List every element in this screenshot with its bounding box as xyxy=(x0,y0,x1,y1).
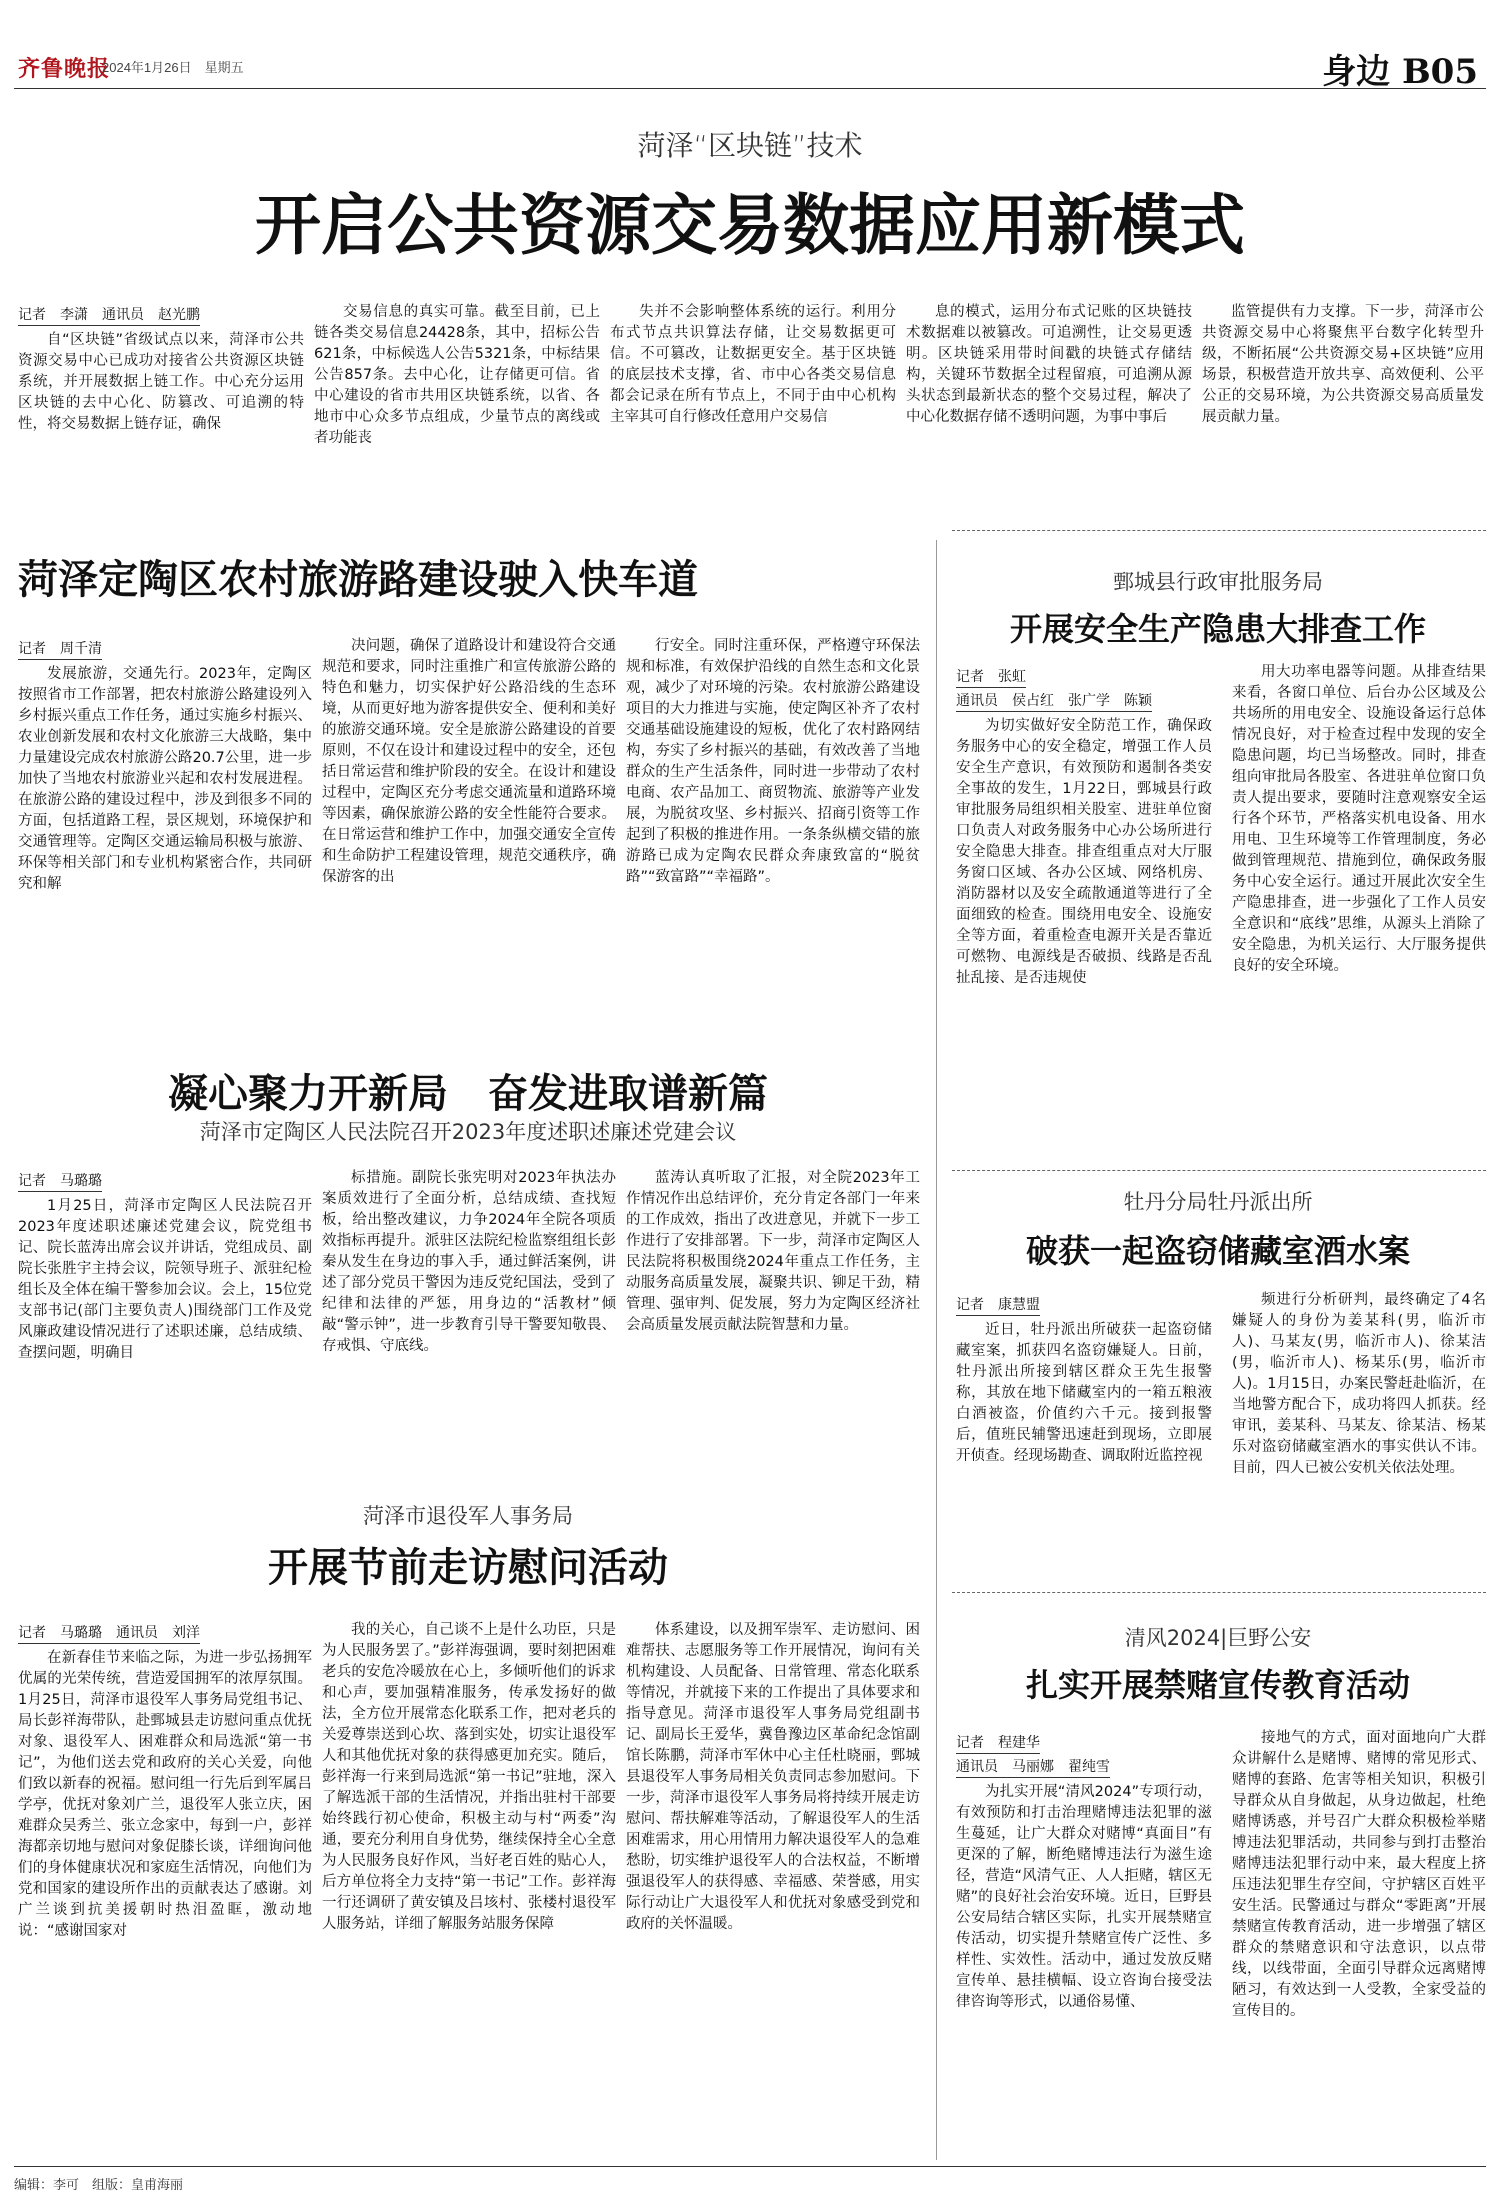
separator xyxy=(952,530,1486,531)
b3-byline-2: 通讯员 马丽娜 翟纯雪 xyxy=(956,1756,1110,1778)
b3-headline: 扎实开展禁赌宣传教育活动 xyxy=(1025,1666,1410,1704)
a1-col-5: 监管提供有力支撑。下一步，菏泽市公共资源交易中心将聚焦平台数字化转型升级，不断拓展“公共资源交易+区块链”应用场景，积极营造开放共享、高效便利、公平公正的交易环境，为公共资源交易高质量发展贡献力量。 xyxy=(1202,304,1484,425)
b2-byline: 记者 康慧盟 xyxy=(956,1294,1040,1316)
b3-col-2: 接地气的方式，面对面地向广大群众讲解什么是赌博、赌博的常见形式、赌博的套路、危害等相关知识，积极引导群众从自身做起，从身边做起，杜绝赌博诱惑，并号召广大群众积极检举赌博违法犯罪活动，共同参与到打击整治赌博违法犯罪行动中来，最大程度上挤压违法犯罪生存空间，守护辖区百姓平安生活。民警通过与群众“零距离”开展禁赌宣传教育活动，进一步增强了辖区群众的禁赌意识和守法意识，以点带线，以线带面，全面引导群众远离赌博陋习，有效达到一人受教，全家受益的宣传目的。 xyxy=(1232,1730,1486,2019)
b1-headline: 开展安全生产隐患大排查工作 xyxy=(1009,610,1426,648)
a4-byline: 记者 马璐璐 通讯员 刘洋 xyxy=(18,1622,200,1644)
a1-col-1: 自“区块链”省级试点以来，菏泽市公共资源交易中心已成功对接省公共资源区块链系统，并开展数据上链工作。中心充分运用区块链的去中心化、防篡改、可追溯的特性，将交易数据上链存证，确保 xyxy=(18,332,304,432)
b2-headline: 破获一起盗窃储藏室酒水案 xyxy=(1025,1232,1410,1270)
masthead-rule xyxy=(14,88,1486,89)
a2-col-3: 行安全。同时注重环保，严格遵守环保法规和标准，有效保护沿线的自然生态和文化景观，减少了对环境的污染。农村旅游公路建设项目的大力推进与实施，使定陶区补齐了农村交通基础设施建设的短板，优化了农村路网结构，夯实了乡村振兴的基础，有效改善了当地群众的生产生活条件，同时进一步带动了农村电商、农产品加工、商贸物流、旅游等产业发展，为脱贫攻坚、乡村振兴、招商引资等工作起到了积极的推进作用。一条条纵横交错的旅游路已成为定陶农民群众奔康致富的“脱贫路”“致富路”“幸福路”。 xyxy=(626,638,920,885)
a4-col-1: 在新春佳节来临之际，为进一步弘扬拥军优属的光荣传统，营造爱国拥军的浓厚氛围。1月25日，菏泽市退役军人事务局党组书记、局长彭祥海带队，赴鄄城县走访慰问重点优抚对象、退役军人、困难群众和局选派“第一书记”，为他们送去党和政府的关心关爱，向他们致以新春的祝福。慰问组一行先后到军属吕学亭，优抚对象刘广兰，退役军人张立庆，困难群众吴秀兰、张立念家中，每到一户，彭祥海都亲切地与慰问对象促膝长谈，详细询问他们的身体健康状况和家庭生活情况，向他们为党和国家的建设所作出的贡献表达了感谢。刘广兰谈到抗美援朝时热泪盈眶，激动地说：“感谢国家对 xyxy=(18,1650,312,1939)
footer-rule xyxy=(14,2166,1486,2167)
b1-kicker: 鄄城县行政审批服务局 xyxy=(1113,570,1323,594)
a1-col-4: 息的模式，运用分布式记账的区块链技术数据难以被篡改。可追溯性，让交易更透明。区块链采用带时间戳的块链式存储结构，关键环节数据全过程留痕，可追溯从源头状态到最新状态的整个交易过程，解决了中心化数据存储不透明问题，为事中事后 xyxy=(906,304,1192,425)
a4-headline: 开展节前走访慰问活动 xyxy=(268,1544,668,1591)
b1-col-1: 为切实做好安全防范工作，确保政务服务中心的安全稳定，增强工作人员安全生产意识，有效预防和遏制各类安全事故的发生，1月22日，鄄城县行政审批服务局组织相关股室、进驻单位窗口负责人对政务服务中心办公场所进行安全隐患大排查。排查组重点对大厅服务窗口区域、各办公区域、网络机房、消防器材以及安全疏散通道等进行了全面细致的检查。围绕用电安全、设施安全等方面，着重检查电源开关是否靠近可燃物、电源线是否破损、线路是否乱扯乱接、是否违规使 xyxy=(956,718,1212,986)
a2-col-1: 发展旅游，交通先行。2023年，定陶区按照省市工作部署，把农村旅游公路建设列入乡村振兴重点工作任务，通过实施乡村振兴、农业创新发展和农村文化旅游三大战略，集中力量建设完成农村旅游公路20.7公里，进一步加快了当地农村旅游业兴起和农村发展进程。在旅游公路的建设过程中，涉及到很多不同的方面，包括道路工程，景区规划，环境保护和交通管理等。定陶区交通运输局积极与旅游、环保等相关部门和专业机构紧密合作，共同研究和解 xyxy=(18,666,312,892)
masthead-date: 2024年1月26日 星期五 xyxy=(102,60,244,75)
footer-credits: 编辑：李可 组版：皇甫海丽 xyxy=(14,2177,184,2192)
a3-subhead: 菏泽市定陶区人民法院召开2023年度述职述廉述党建会议 xyxy=(199,1120,737,1144)
b3-kicker: 清风2024|巨野公安 xyxy=(1124,1626,1312,1650)
b1-byline-2: 通讯员 侯占红 张广学 陈颖 xyxy=(956,690,1152,712)
b1-byline-1: 记者 张虹 xyxy=(956,666,1026,688)
a3-col-2: 标措施。副院长张宪明对2023年执法办案质效进行了全面分析，总结成绩、查找短板，给出整改建议，力争2024年全院各项质效指标再提升。派驻区法院纪检监察组组长彭秦从发生在身边的事入手，通过鲜活案例，讲述了部分党员干警因为违反党纪国法，受到了纪律和法律的严惩，用身边的“活教材”倾敲“警示钟”，进一步教育引导干警要知敬畏、存戒惧、守底线。 xyxy=(322,1170,616,1354)
b3-byline-1: 记者 程建华 xyxy=(956,1732,1040,1754)
a4-kicker: 菏泽市退役军人事务局 xyxy=(363,1504,573,1528)
a3-byline: 记者 马璐璐 xyxy=(18,1170,102,1192)
a3-col-3: 蓝涛认真听取了汇报，对全院2023年工作情况作出总结评价，充分肯定各部门一年来的工作成效，指出了改进意见，并就下一步工作进行了安排部署。下一步，菏泽市定陶区人民法院将积极围绕2024年重点工作任务，主动服务高质量发展，凝聚共识、铆足干劲，精管理、强审判、促发展，努力为定陶区经济社会高质量发展贡献法院智慧和力量。 xyxy=(626,1170,920,1333)
column-divider xyxy=(936,540,937,2160)
a1-col-3: 失并不会影响整体系统的运行。利用分布式节点共识算法存储，让交易数据更可信。不可篡改，让数据更安全。基于区块链的底层技术支撑，省、市中心各类交易信息都会记录在所有节点上，不同于由中心机构主宰其可自行修改任意用户交易信 xyxy=(610,304,896,425)
masthead-logo: 齐鲁晚报 xyxy=(18,56,111,82)
a2-headline: 菏泽定陶区农村旅游路建设驶入快车道 xyxy=(18,556,698,603)
separator xyxy=(952,1592,1486,1593)
a3-col-1: 1月25日，菏泽市定陶区人民法院召开2023年度述职述廉述党建会议，院党组书记、院长蓝涛出席会议并讲话，党组成员、副院长张胜宇主持会议，院领导班子、派驻纪检组长及全体在编干警参加会议。会上，15位党支部书记(部门主要负责人)围绕部门工作及党风廉政建设情况进行了述职述廉，总结成绩、查摆问题，明确目 xyxy=(18,1198,312,1361)
section-label: 身边 B05 xyxy=(1322,52,1478,92)
a1-kicker: 菏泽“区块链”技术 xyxy=(637,129,863,162)
a3-headline: 凝心聚力开新局 奋发进取谱新篇 xyxy=(168,1070,768,1117)
b3-col-1: 为扎实开展“清风2024”专项行动，有效预防和打击治理赌博违法犯罪的滋生蔓延，让广大群众对赌博“真面目”有更深的了解，断绝赌博违法行为滋生途径，营造“风清气正、人人拒赌，辖区无赌”的良好社会治安环境。近日，巨野县公安局结合辖区实际，扎实开展禁赌宣传活动，切实提升禁赌宣传广泛性、多样性、实效性。活动中，通过发放反赌宣传单、悬挂横幅、设立咨询台接受法律咨询等形式，以通俗易懂、 xyxy=(956,1784,1212,2010)
a1-col-2: 交易信息的真实可靠。截至目前，已上链各类交易信息24428条，其中，招标公告621条，中标候选人公告5321条，中标结果公告857条。去中心化，让存储更可信。省中心建设的省市共用区块链系统，以省、各地市中心众多节点组成，少量节点的离线或者功能丧 xyxy=(314,304,600,446)
separator xyxy=(952,1170,1486,1171)
b1-col-2: 用大功率电器等问题。从排查结果来看，各窗口单位、后台办公区域及公共场所的用电安全、设施设备运行总体情况良好，对于检查过程中发现的安全隐患问题，均已当场整改。同时，排查组向审批局各股室、各进驻单位窗口负责人提出要求，要随时注意观察安全运行各个环节，严格落实机电设备、用水用电、卫生环境等工作管理制度，务必做到管理规范、措施到位，确保政务服务中心安全运行。通过开展此次安全生产隐患排查，进一步强化了工作人员安全意识和“底线”思维，从源头上消除了安全隐患，为机关运行、大厅服务提供良好的安全环境。 xyxy=(1232,664,1486,974)
b2-kicker: 牡丹分局牡丹派出所 xyxy=(1123,1190,1313,1214)
a4-col-2: 我的关心，自己谈不上是什么功臣，只是为人民服务罢了。”彭祥海强调，要时刻把困难老兵的安危冷暖放在心上，多倾听他们的诉求和心声，要加强精准服务，传承发扬好的做法，全方位开展常态化联系工作，把对老兵的关爱尊崇送到心坎、落到实处，切实让退役军人和其他优抚对象的获得感更加充实。随后，彭祥海一行来到局选派“第一书记”驻地，深入了解选派干部的生活情况，并指出驻村干部要始终践行初心使命，积极主动与村“两委”沟通，要充分利用自身优势，继续保持全心全意为人民服务良好作风，当好老百姓的贴心人，后方单位将全力支持“第一书记”工作。彭祥海一行还调研了黄安镇及吕垓村、张楼村退役军人服务站，详细了解服务站服务保障 xyxy=(322,1622,616,1932)
a4-col-3: 体系建设，以及拥军崇军、走访慰问、困难帮扶、志愿服务等工作开展情况，询问有关机构建设、人员配备、日常管理、常态化联系等情况，并就接下来的工作提出了具体要求和指导意见。菏泽市退役军人事务局党组副书记、副局长王爱华，冀鲁豫边区革命纪念馆副馆长陈鹏，菏泽市军休中心主任杜晓丽，鄄城县退役军人事务局相关负责同志参加慰问。下一步，菏泽市退役军人事务局将持续开展走访慰问、帮扶解难等活动，了解退役军人的生活困难需求，用心用情用力解决退役军人的急难愁盼，切实维护退役军人的合法权益，不断增强退役军人的获得感、幸福感、荣誉感，用实际行动让广大退役军人和优抚对象感受到党和政府的关怀温暖。 xyxy=(626,1622,920,1932)
b2-col-1: 近日，牡丹派出所破获一起盗窃储藏室案，抓获四名盗窃嫌疑人。日前，牡丹派出所接到辖区群众王先生报警称，其放在地下储藏室内的一箱五粮液白酒被盗，价值约六千元。接到报警后，值班民辅警迅速赶到现场，立即展开侦查。经现场勘查、调取附近监控视 xyxy=(956,1322,1212,1464)
b2-col-2: 频进行分析研判，最终确定了4名嫌疑人的身份为姜某科(男，临沂市人)、马某友(男，临沂市人)、徐某洁(男，临沂市人)、杨某乐(男，临沂市人)。1月15日，办案民警赶赴临沂，在当地警方配合下，成功将四人抓获。经审讯，姜某科、马某友、徐某洁、杨某乐对盗窃储藏室酒水的事实供认不讳。目前，四人已被公安机关依法处理。 xyxy=(1232,1292,1486,1476)
a1-byline: 记者 李潇 通讯员 赵光鹏 xyxy=(18,304,200,326)
a1-headline: 开启公共资源交易数据应用新模式 xyxy=(255,186,1245,264)
a2-col-2: 决问题，确保了道路设计和建设符合交通规范和要求，同时注重推广和宣传旅游公路的特色和魅力，切实保护好公路沿线的生态环境，从而更好地为游客提供安全、便利和美好的旅游交通环境。安全是旅游公路建设的首要原则，不仅在设计和建设过程中的安全，还包括日常运营和维护阶段的安全。在设计和建设过程中，定陶区充分考虑交通流量和道路环境等因素，确保旅游公路的安全性能符合要求。在日常运营和维护工作中，加强交通安全宣传和生命防护工程建设管理，规范交通秩序，确保游客的出 xyxy=(322,638,616,885)
a2-byline: 记者 周千清 xyxy=(18,638,102,660)
